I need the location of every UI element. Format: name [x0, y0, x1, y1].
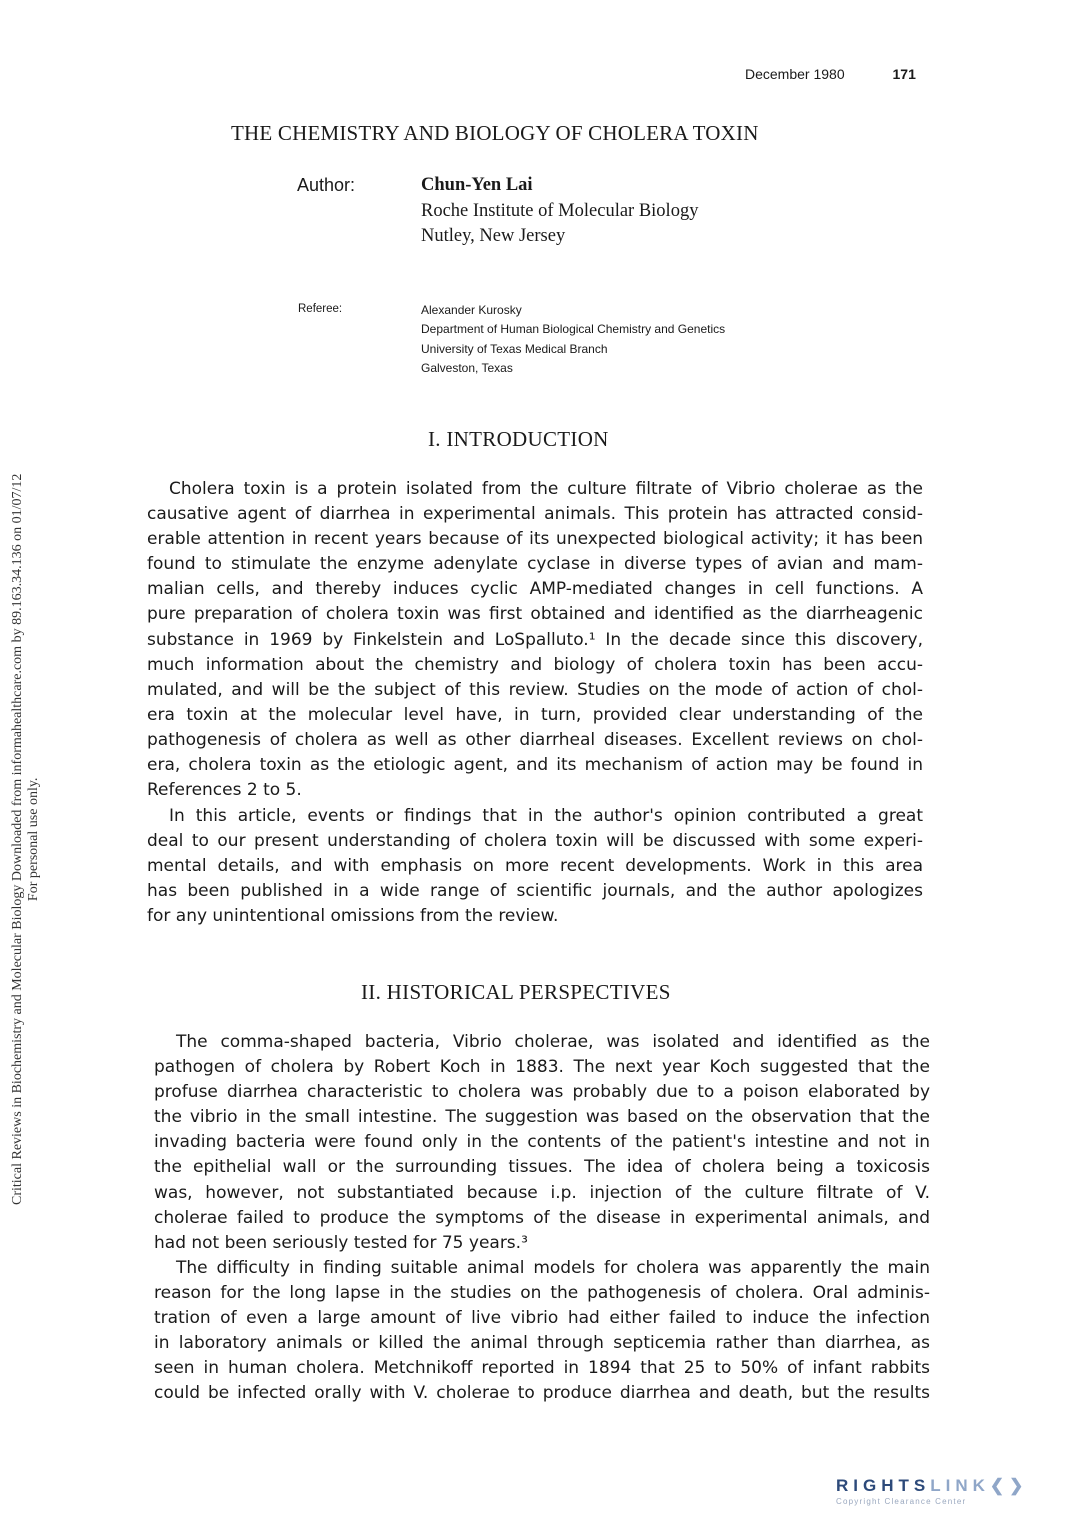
text-line: era toxin at the molecular level have, in turn, provided clear understanding of the [147, 704, 923, 725]
text-line: was, however, not substantiated because i.p. injection of the culture filtrate of V. [154, 1182, 930, 1203]
text-line: era, cholera toxin as the etiologic agent, and its mechanism of action may be found in [147, 755, 923, 776]
watermark-line-1: Critical Reviews in Biochemistry and Molecular Biology Downloaded from informahealthcare.com by 89.163.34.136 on 01/07/12 [10, 473, 25, 1205]
referee-label: Referee: [298, 303, 343, 315]
text-line: mental details, and with emphasis on more recent developments. Work in this area [147, 856, 923, 877]
text-line: References 2 to 5. [147, 780, 302, 801]
intro-paragraph-2 [147, 804, 923, 929]
text-line: for any unintentional omissions from the review. [147, 906, 559, 927]
section-heading-introduction: I. INTRODUCTION [428, 427, 609, 451]
text-line: in laboratory animals or killed the animal through septicemia rather than diarrhea, as [154, 1333, 930, 1354]
download-watermark [0, 0, 60, 1538]
author-institution: Roche Institute of Molecular Biology [421, 200, 699, 221]
text-line: causative agent of diarrhea in experimental animals. This protein has attracted consid- [147, 504, 923, 525]
text-line: profuse diarrhea characteristic to cholera was probably due to a poison elaborated by [154, 1082, 930, 1103]
rightslink-logo-text-b: LINK [930, 1476, 990, 1495]
historical-paragraph-1 [154, 1030, 930, 1256]
text-line: malian cells, and thereby induces cyclic AMP-mediated changes in cell functions. A [147, 579, 923, 600]
rightslink-logo[interactable] [836, 1476, 1041, 1512]
issue-date: December 1980 [745, 66, 845, 82]
text-line: invading bacteria were found only in the contents of the patient's intestine and not in [154, 1132, 930, 1153]
rightslink-arrows-icon: ❮❯ [989, 1476, 1029, 1495]
text-line: tration of even a large amount of live vibrio had either failed to induce the infection [154, 1308, 930, 1329]
text-line: the epithelial wall or the surrounding tissues. The idea of cholera being a toxicosis [154, 1157, 930, 1178]
text-line: Cholera toxin is a protein isolated from the culture filtrate of Vibrio cholerae as the [169, 479, 923, 499]
article-title: THE CHEMISTRY AND BIOLOGY OF CHOLERA TOXIN [231, 121, 759, 145]
text-line: could be infected orally with V. cholerae to produce diarrhea and death, but the results [154, 1383, 930, 1404]
text-line: mulated, and will be the subject of this review. Studies on the mode of action of chol- [147, 679, 923, 700]
text-line: The comma-shaped bacteria, Vibrio cholerae, was isolated and identified as the [176, 1032, 930, 1052]
text-line: pathogenesis of cholera as well as other diarrheal diseases. Excellent reviews on chol- [147, 729, 923, 750]
rightslink-logo-text-a: RIGHTS [836, 1476, 931, 1495]
text-line: found to stimulate the enzyme adenylate cyclase in diverse types of avian and mam- [147, 554, 923, 575]
referee-department: Department of Human Biological Chemistry and Genetics [421, 322, 726, 337]
text-line: cholerae failed to produce the symptoms of the disease in experimental animals, and [154, 1207, 930, 1228]
rightslink-tagline: Copyright Clearance Center [836, 1497, 967, 1506]
text-line: much information about the chemistry and biology of cholera toxin has been accu- [147, 654, 923, 675]
author-location: Nutley, New Jersey [421, 226, 566, 246]
author-name: Chun-Yen Lai [421, 175, 533, 195]
text-line: reason for the long lapse in the studies on the pathogenesis of cholera. Oral adminis- [154, 1283, 930, 1304]
page-number: 171 [892, 66, 916, 82]
text-line: the vibrio in the small intestine. The suggestion was based on the observation that the [154, 1107, 930, 1128]
text-line: has been published in a wide range of scientific journals, and the author apologizes [147, 881, 923, 902]
referee-name: Alexander Kurosky [421, 303, 522, 317]
intro-paragraph-1 [147, 477, 923, 803]
author-block [421, 173, 698, 250]
section-heading-historical: II. HISTORICAL PERSPECTIVES [361, 980, 671, 1004]
referee-block [421, 301, 725, 378]
text-line: erable attention in recent years because of its unexpected biological activity; it has been [147, 529, 923, 550]
watermark-line-2: For personal use only. [25, 777, 41, 902]
referee-institution: University of Texas Medical Branch [421, 341, 608, 356]
text-line: pure preparation of cholera toxin was first obtained and identified as the diarrheagenic [147, 604, 923, 625]
text-line: had not been seriously tested for 75 years.³ [154, 1232, 528, 1253]
historical-paragraph-2 [154, 1256, 930, 1407]
text-line: In this article, events or findings that in the author's opinion contributed a great [169, 806, 923, 826]
text-line: seen in human cholera. Metchnikoff reported in 1894 that 25 to 50% of infant rabbits [154, 1358, 930, 1379]
running-head [745, 66, 916, 82]
text-line: pathogen of cholera by Robert Koch in 1883. The next year Koch suggested that the [154, 1057, 930, 1078]
author-label: Author: [297, 175, 356, 195]
text-line: The difficulty in finding suitable animal models for cholera was apparently the main [176, 1258, 930, 1278]
text-line: deal to our present understanding of cholera toxin will be discussed with some experi- [147, 831, 923, 852]
text-line: substance in 1969 by Finkelstein and LoSpalluto.¹ In the decade since this discovery, [147, 629, 923, 650]
referee-location: Galveston, Texas [421, 360, 513, 375]
